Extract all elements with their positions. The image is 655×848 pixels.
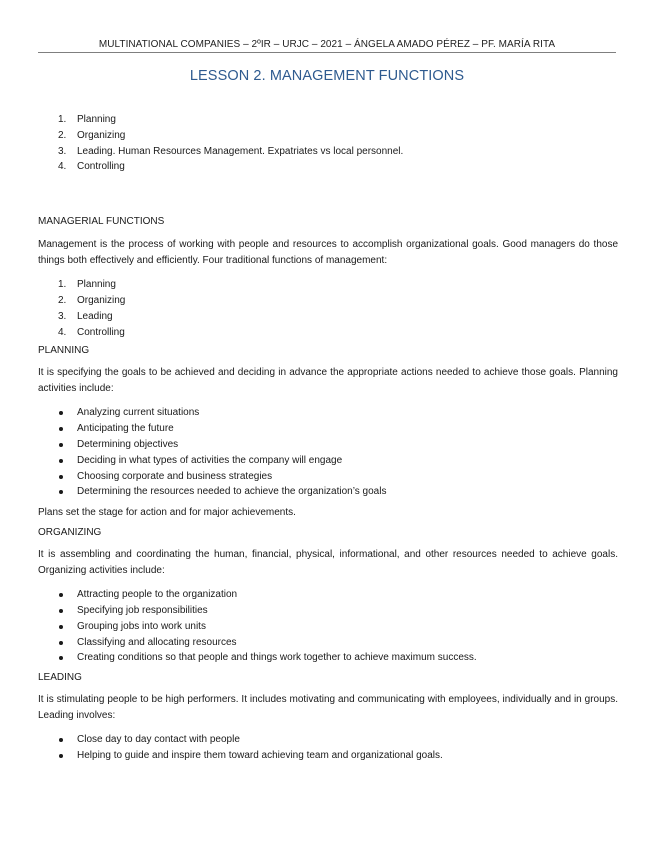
list-item [38, 437, 618, 453]
management-functions-list [38, 277, 618, 340]
list-number: 2. [58, 294, 67, 306]
list-item [38, 453, 618, 469]
list-item [38, 650, 618, 666]
section-heading-organizing: ORGANIZING [38, 527, 102, 539]
list-item-text: Grouping jobs into work units [77, 620, 206, 632]
list-item-text: Planning [77, 114, 116, 125]
bullet-icon [59, 443, 63, 447]
list-item [38, 635, 618, 651]
list-number: 3. [58, 310, 67, 322]
bullet-icon [59, 754, 63, 758]
list-number: 4. [58, 326, 67, 338]
list-item [38, 421, 618, 437]
lesson-outline-list [38, 112, 618, 175]
planning-paragraph: It is specifying the goals to be achieved and deciding in advance the appropriate actions needed to achieve those goals. Planning activities include: [38, 367, 618, 395]
list-item [38, 159, 618, 175]
section-heading-leading: LEADING [38, 672, 82, 684]
bullet-icon [59, 609, 63, 613]
list-item [38, 128, 618, 144]
list-item [38, 277, 618, 293]
leading-activities-list [38, 732, 618, 764]
document-body [38, 112, 618, 764]
bullet-icon [59, 427, 63, 431]
list-item-text: Controlling [77, 161, 125, 173]
list-item-text: Planning [77, 279, 116, 291]
planning-closing-text: Plans set the stage for action and for major achievements. [38, 507, 296, 519]
list-number: 1. [58, 279, 67, 291]
list-item [38, 405, 618, 421]
planning-activities-list [38, 405, 618, 500]
list-item-text: Attracting people to the organization [77, 589, 238, 601]
bullet-icon [59, 459, 63, 463]
list-item [38, 309, 618, 325]
list-item [38, 732, 618, 748]
section-heading-planning: PLANNING [38, 345, 90, 357]
organizing-activities-list [38, 587, 618, 666]
list-item [38, 619, 618, 635]
list-item-text: Creating conditions so that people and things work together to achieve maximum success. [77, 652, 477, 664]
leading-paragraph: It is stimulating people to be high performers. It includes motivating and communicating with employees, individually and in groups. Leading involves: [38, 694, 618, 722]
list-item-text: Organizing [77, 129, 126, 141]
list-item-text: Leading. Human Resources Management. Expatriates vs local personnel. [77, 145, 404, 157]
list-item-text: Close day to day contact with people [77, 734, 240, 746]
section-heading-managerial: MANAGERIAL FUNCTIONS [38, 216, 165, 228]
bullet-icon [59, 475, 63, 479]
list-item [38, 748, 618, 764]
list-number: 1. [58, 114, 67, 125]
bullet-icon [59, 490, 63, 494]
header-divider [38, 52, 616, 53]
list-item [38, 603, 618, 619]
list-item-text: Helping to guide and inspire them toward achieving team and organizational goals. [77, 749, 443, 761]
page-title: LESSON 2. MANAGEMENT FUNCTIONS [189, 68, 465, 84]
list-item-text: Leading [77, 310, 113, 322]
bullet-icon [59, 411, 63, 415]
list-item-text: Controlling [77, 326, 125, 338]
list-item [38, 484, 618, 500]
list-item [38, 112, 618, 128]
list-item [38, 325, 618, 341]
list-item [38, 469, 618, 485]
list-item-text: Determining objectives [77, 438, 179, 450]
list-item-text: Analyzing current situations [77, 407, 200, 419]
list-item [38, 293, 618, 309]
page-header: MULTINATIONAL COMPANIES – 2ºIR – URJC – 2021 – ÁNGELA AMADO PÉREZ – PF. MARÍA RITA [98, 39, 556, 50]
list-item-text: Choosing corporate and business strategies [77, 470, 273, 482]
list-number: 2. [58, 129, 67, 141]
bullet-icon [59, 738, 63, 742]
list-item-text: Classifying and allocating resources [77, 636, 237, 648]
organizing-paragraph: It is assembling and coordinating the human, financial, physical, informational, and other resources needed to achieve goals. Organizing activities include: [38, 549, 618, 577]
bullet-icon [59, 656, 63, 660]
list-number: 4. [58, 161, 67, 173]
list-item-text: Determining the resources needed to achieve the organization’s goals [77, 486, 387, 498]
list-item-text: Anticipating the future [77, 423, 174, 435]
list-item-text: Specifying job responsibilities [77, 604, 208, 616]
list-item [38, 587, 618, 603]
list-item-text: Organizing [77, 294, 126, 306]
bullet-icon [59, 593, 63, 597]
bullet-icon [59, 625, 63, 629]
list-item [38, 144, 618, 160]
list-item-text: Deciding in what types of activities the company will engage [77, 454, 343, 466]
list-number: 3. [58, 145, 67, 157]
managerial-paragraph: Management is the process of working with people and resources to accomplish organizational goals. Good managers do those things both effectively and efficiently. Four traditional functions of management: [38, 239, 618, 267]
bullet-icon [59, 641, 63, 645]
